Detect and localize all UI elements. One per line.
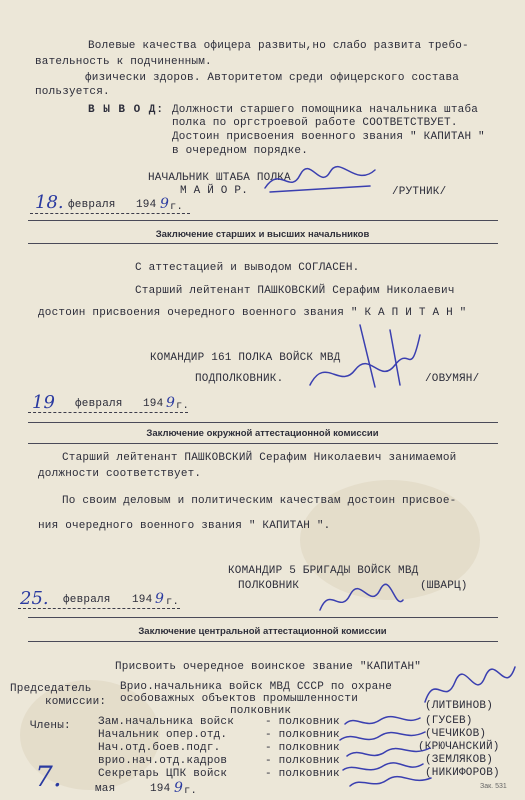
signature-2: [300, 315, 430, 395]
conclusion-line-4: в очередном порядке.: [172, 145, 309, 157]
date-2-year-suffix: г.: [176, 400, 190, 412]
signer-2-name: /ОВУМЯН/: [425, 373, 480, 385]
central-date-month: мая: [95, 783, 116, 795]
conclusion-line-3: Достоин присвоения военного звания " КАПИТАН ": [172, 131, 485, 143]
signer-3-name: (ШВАРЦ): [420, 580, 468, 592]
signature-1: [260, 160, 380, 200]
date-1-underline: [30, 213, 190, 214]
signer-1-name: /РУТНИК/: [392, 186, 447, 198]
member-3-name: (КРЮЧАНСКИЙ): [418, 741, 500, 753]
section-divider: [28, 422, 498, 423]
central-date-day: 7.: [35, 760, 62, 793]
date-1-year-suffix: г.: [170, 201, 184, 213]
member-1-name: (ГУСЕВ): [425, 715, 473, 727]
signer-2-position: КОМАНДИР 161 ПОЛКА ВОЙСК МВД: [150, 352, 341, 364]
date-1-month: февраля: [68, 199, 116, 211]
central-date-year-digit: 9: [174, 780, 183, 796]
date-3-day: 25.: [20, 588, 49, 609]
section-divider: [28, 243, 498, 244]
signature-3: [315, 580, 405, 620]
conclusion-line-2: полка по оргстроевой работе СООТВЕТСТВУЕТ.: [172, 117, 458, 129]
chairman-label: Председатель: [10, 683, 92, 695]
district-commission-header: Заключение окружной аттестационной комиссии: [146, 428, 379, 439]
central-date-year-suffix: г.: [184, 785, 198, 797]
member-3-post: Нач.отд.боев.подг.: [98, 742, 221, 754]
member-5-name: (НИКИФОРОВ): [425, 767, 500, 779]
date-3-year-digit: 9: [155, 591, 164, 607]
member-4-rank: - полковник: [265, 755, 340, 767]
central-commission-header: Заключение центральной аттестационной комиссии: [138, 626, 387, 637]
conclusion-line-1: Должности старшего помощника начальника штаба: [172, 104, 479, 116]
section-divider: [28, 443, 498, 444]
assign-rank-line: Присвоить очередное воинское звание "КАПИТАН": [115, 661, 422, 673]
qualities-line-4: пользуется.: [35, 86, 110, 98]
agreement-line: С аттестацией и выводом СОГЛАСЕН.: [135, 262, 360, 274]
member-3-rank: - полковник: [265, 742, 340, 754]
senior-commanders-header: Заключение старших и высших начальников: [155, 229, 370, 240]
member-4-name: (ЗЕМЛЯКОВ): [425, 754, 494, 766]
date-1-year-prefix: 194: [136, 199, 157, 211]
member-5-post: Секретарь ЦПК войск: [98, 768, 228, 780]
member-5-rank: - полковник: [265, 768, 340, 780]
date-1-day: 18.: [35, 192, 64, 213]
date-2-underline: [28, 412, 188, 413]
member-2-post: Начальник опер.отд.: [98, 729, 228, 741]
member-2-name: (ЧЕЧИКОВ): [425, 728, 487, 740]
district-line-1: Старший лейтенант ПАШКОВСКИЙ Серафим Николаевич занимаемой: [62, 452, 457, 464]
section-divider: [28, 617, 498, 618]
district-line-4: ния очередного военного звания " КАПИТАН ".: [38, 520, 331, 532]
qualities-line-2: вательность к подчиненным.: [35, 56, 212, 68]
district-line-2: должности соответствует.: [38, 468, 202, 480]
date-3-year-suffix: г.: [166, 596, 180, 608]
date-2-year-prefix: 194: [143, 398, 164, 410]
district-line-3: По своим деловым и политическим качествам достоин присвое-: [62, 495, 457, 507]
date-3-underline: [18, 608, 180, 609]
members-label: Члены:: [30, 720, 71, 732]
member-4-post: врио.нач.отд.кадров: [98, 755, 228, 767]
date-2-month: февраля: [75, 398, 123, 410]
chairman-post-1: Врио.начальника войск МВД СССР по охране: [120, 681, 393, 693]
chairman-name: (ЛИТВИНОВ): [425, 700, 494, 712]
date-2-day: 19: [32, 392, 55, 413]
qualities-line-3: физически здоров. Авторитетом среди офицерского состава: [85, 72, 460, 84]
conclusion-label: В Ы В О Д:: [88, 104, 165, 116]
section-divider: [28, 220, 498, 221]
signer-3-position: КОМАНДИР 5 БРИГАДЫ ВОЙСК МВД: [228, 565, 419, 577]
date-1-year-digit: 9: [160, 196, 169, 212]
chairman-signature: [420, 662, 520, 712]
members-signatures: [335, 712, 445, 792]
form-number: Зак. 531: [480, 783, 507, 790]
signer-3-rank: ПОЛКОВНИК: [238, 580, 300, 592]
signer-1-position: НАЧАЛЬНИК ШТАБА ПОЛКА: [148, 172, 291, 184]
date-2-year-digit: 9: [166, 395, 175, 411]
signer-2-rank: ПОДПОЛКОВНИК.: [195, 373, 284, 385]
date-3-month: февраля: [63, 594, 111, 606]
commission-label: комиссии:: [45, 696, 107, 708]
section-divider: [28, 641, 498, 642]
qualities-line-1: Волевые качества офицера развиты,но слабо развита требо-: [88, 40, 469, 52]
member-2-rank: - полковник: [265, 729, 340, 741]
date-3-year-prefix: 194: [132, 594, 153, 606]
signer-1-rank: М А Й О Р.: [180, 185, 249, 197]
member-1-post: Зам.начальника войск: [98, 716, 235, 728]
officer-name-line: Старший лейтенант ПАШКОВСКИЙ Серафим Николаевич: [135, 285, 455, 297]
chairman-rank: полковник: [230, 705, 292, 717]
chairman-post-2: особоважных объектов промышленности: [120, 693, 359, 705]
central-date-year-prefix: 194: [150, 783, 171, 795]
member-1-rank: - полковник: [265, 716, 340, 728]
promotion-line: достоин присвоения очередного военного звания " К А П И Т А Н ": [38, 307, 467, 319]
